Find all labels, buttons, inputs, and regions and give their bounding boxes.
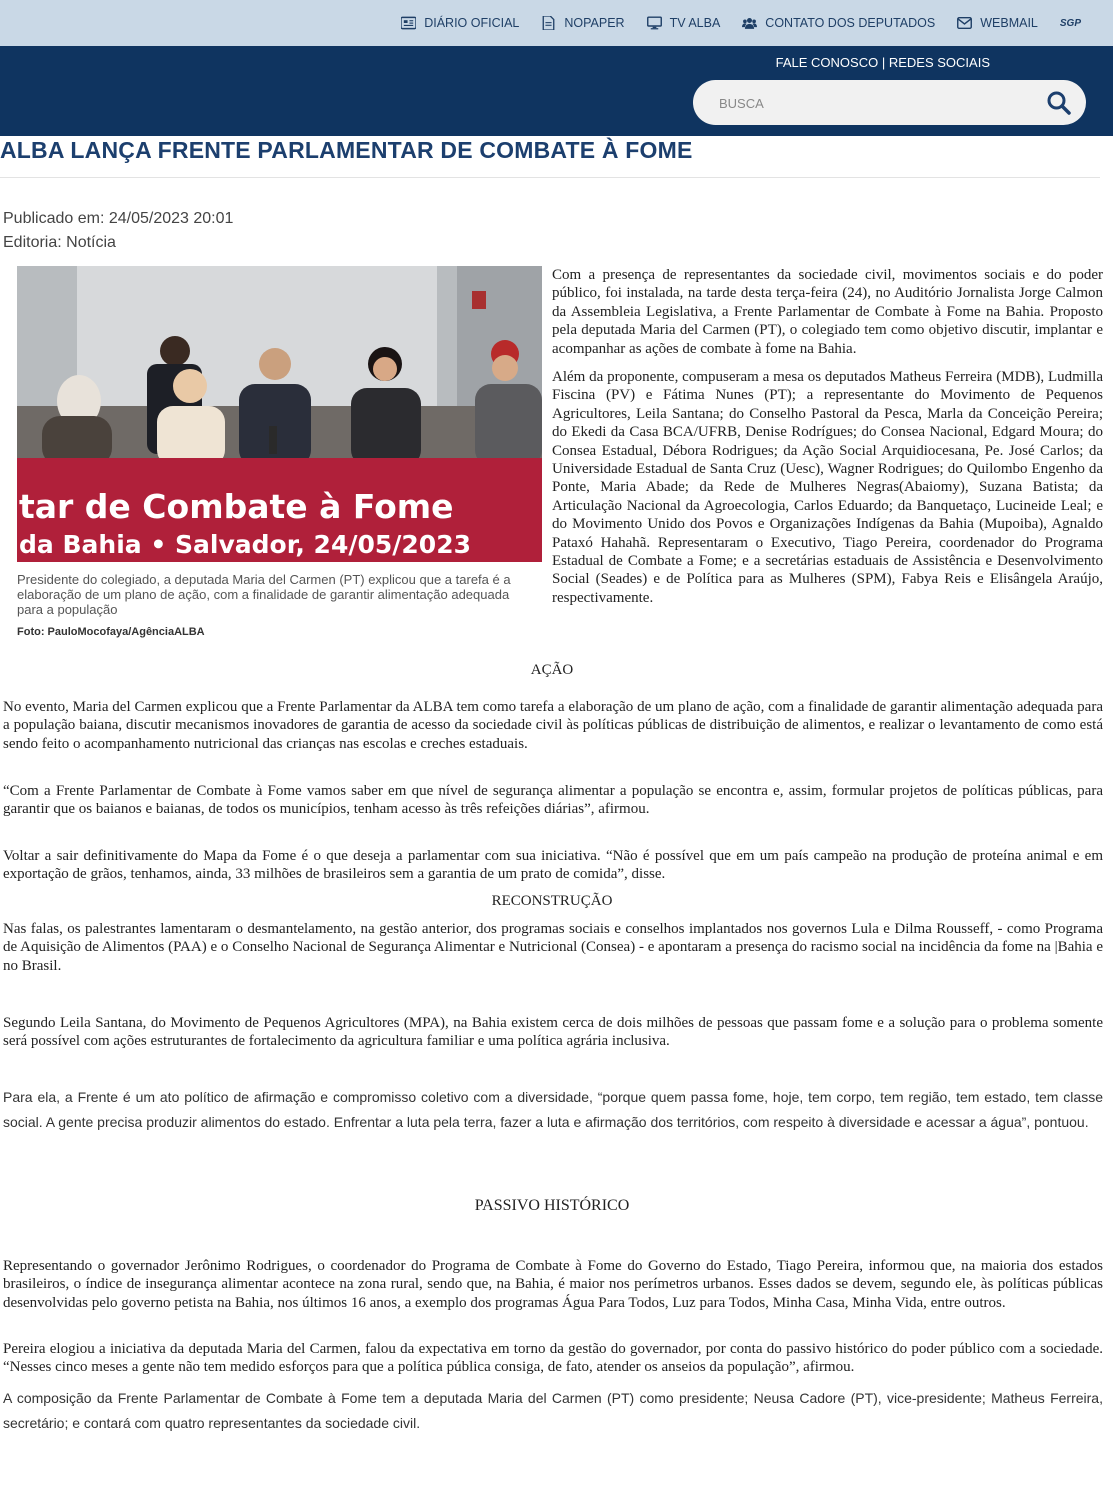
top-links	[401, 0, 1081, 46]
paragraph-frente: Para ela, a Frente é um ato político de afirmação e compromisso coletivo com a diversidade, “porque quem passa fome, hoje, tem corpo, tem região, tem estado, tem classe social. A gente precisa produzir alimentos do estado. Enfrentar a luta pela terra, fazer a luta e afirmação dos territórios, com respeito à diversidade e acessar a água”, pontuou.	[3, 1089, 1103, 1130]
document-icon	[541, 16, 556, 30]
search-input[interactable]	[717, 80, 1041, 127]
fale-conosco-link[interactable]: FALE CONOSCO	[775, 55, 879, 70]
paragraph-pereira: Pereira elogiou a iniciativa da deputada Maria del Carmen, falou da expectativa em torno da gestão do governador, por conta do passivo histórico do poder público com a sociedade. “Nesses cinco meses a gente não tem medido esforços para que a política pública consiga, de fato, atender os anseios da população”, afirmou.	[3, 1341, 1103, 1376]
title-divider	[0, 177, 1100, 178]
webmail-link[interactable]	[957, 16, 1038, 30]
nopaper-label: NOPAPER	[564, 16, 625, 30]
newspaper-icon	[401, 16, 416, 30]
published-date: Publicado em: 24/05/2023 20:01	[3, 210, 234, 227]
banner-line1: tar de Combate à Fome	[19, 487, 454, 526]
section-heading-reconstrucao: RECONSTRUÇÃO	[491, 893, 613, 909]
section-heading-acao: AÇÃO	[530, 662, 574, 678]
tv-alba-link[interactable]	[647, 16, 721, 30]
diario-oficial-link[interactable]	[401, 16, 519, 30]
paragraph-mesa: Além da proponente, compuseram a mesa os deputados Matheus Ferreira (MDB), Ludmilla Fiscina (PV) e Fátima Nunes (PT); a representante do Movimento de Pequenos Agricultores, Leila Santana; do Conselho Pastoral da Pesca, Marla da Conceição Pereira; do Ekedi da Casa BCA/UFRB, Denise Rodrígues; do Consea Nacional, Edgard Moura; do Consea Estadual, Débora Rodrigues; da Ação Social Arquidiocesana, Pe. José Carlos; da Universidade Estadual de Santa Cruz (Uesc), Wagner Rodrigues; do Quilombo Engenho da Ponte, Maria Abade; da Rede de Mulheres Negras(Abaiomy), Suzana Batista; da Articulação Nacional da Agroecologia, Carlos Eduardo; da Banquetaço, Lucineide Leal; e do Movimento Unido dos Povos e Organizações Indígenas da Bahia (Mupoiba), Agnaldo Pataxó Hahahã. Representaram o Executivo, Tiago Pereira, coordenador do Programa Estadual de Combate a Fome; e a secretárias estaduais de Assistência e Desenvolvimento Social (Seades) e de Política para as Mulheres (SPM), Fabya Reis e Elisângela Araújo, respectivamente.	[552, 369, 1103, 606]
separator: |	[881, 55, 886, 70]
search-icon[interactable]	[1046, 90, 1072, 116]
top-utility-bar	[0, 0, 1113, 46]
webmail-label: WEBMAIL	[980, 16, 1038, 30]
paragraph-intro: Com a presença de representantes da sociedade civil, movimentos sociais e do poder público, foi instalada, na tarde desta terça-feira (24), no Auditório Jornalista Jorge Calmon da Assembleia Legislativa, a Frente Parlamentar de Combate à Fome na Bahia. Proposto pela deputada Maria del Carmen (PT), o colegiado tem como objetivo discutir, implantar e acompanhar as ações de combate à fome na Bahia.	[552, 267, 1103, 357]
article-title: ALBA LANÇA FRENTE PARLAMENTAR DE COMBATE À FOME	[0, 137, 693, 163]
sgp-logo-icon: SGP	[1059, 17, 1081, 29]
article-figure	[17, 266, 542, 638]
sgp-link[interactable]	[1060, 18, 1081, 29]
paragraph-quote: “Com a Frente Parlamentar de Combate à Fome vamos saber em que nível de segurança alimentar a população se encontra e, assim, formular projetos de políticas públicas, para garantir que os baianos e baianas, de todos os municípios, tenham acesso às três refeições diárias”, afirmou.	[3, 783, 1103, 818]
section-heading-passivo: PASSIVO HISTÓRICO	[474, 1197, 630, 1214]
paragraph-evento: No evento, Maria del Carmen explicou que a Frente Parlamentar da ALBA tem como tarefa a elaboração de um plano de ação, com a finalidade de garantir alimentação adequada para a população baiana, discutir mecanismos inovadores de garantia de acesso da sociedade civil às políticas públicas de distribuição de alimentos, e realizar o levantamento de como está sendo feito o acompanhamento nutricional das crianças nas escolas e creches estaduais.	[3, 699, 1103, 752]
search-box	[693, 80, 1086, 125]
monitor-icon	[647, 16, 662, 30]
photo-caption: Presidente do colegiado, a deputada Maria del Carmen (PT) explicou que a tarefa é a elaboração de um plano de ação, com a finalidade de garantir alimentação adequada para a população	[17, 572, 511, 617]
contato-deputados-link[interactable]	[742, 16, 935, 30]
contato-deputados-label: CONTATO DOS DEPUTADOS	[765, 16, 936, 30]
header-band	[0, 46, 1113, 136]
redes-sociais-link[interactable]: REDES SOCIAIS	[888, 55, 990, 70]
tv-alba-label: TV ALBA	[669, 16, 721, 30]
paragraph-falas: Nas falas, os palestrantes lamentaram o desmantelamento, na gestão anterior, dos programas sociais e conselhos implantados nos governos Lula e Dilma Rousseff, - como Programa de Aquisição de Alimentos (PAA) e o Conselho Nacional de Segurança Alimentar e Nutricional (Consea) - e apontaram a presença do racismo social na incidência da fome na |Bahia e no Brasil.	[3, 921, 1103, 974]
editoria: Editoria: Notícia	[3, 234, 116, 251]
paragraph-mapa-fome: Voltar a sair definitivamente do Mapa da Fome é o que deseja a parlamentar com sua iniciativa. “Não é possível que em um país campeão na produção de proteína animal e em exportação de grãos, tenhamos, ainda, 33 milhões de brasileiros sem a garantia de um prato de comida”, disse.	[3, 848, 1103, 883]
users-icon	[742, 16, 757, 30]
paragraph-leila: Segundo Leila Santana, do Movimento de Pequenos Agricultores (MPA), na Bahia existem cerca de dois milhões de pessoas que passam fome e a solução para o problema somente será possível com ações estruturantes de fortalecimento da agricultura familiar e uma política agrária inclusiva.	[3, 1015, 1103, 1050]
paragraph-governador: Representando o governador Jerônimo Rodrigues, o coordenador do Programa de Combate à Fome do Governo do Estado, Tiago Pereira, informou que, na maioria dos estados brasileiros, o índice de insegurança alimentar acontece na zona rural, sendo que, na Bahia, é maior nos perímetros urbanos. Esses dados se devem, segundo ele, às políticas públicas desenvolvidas pelo governo petista na Bahia, nos últimos 16 anos, a exemplo dos programas Água Para Todos, Luz para Todos, Minha Casa, Minha Vida, entre outros.	[3, 1258, 1103, 1311]
diario-oficial-label: DIÁRIO OFICIAL	[424, 16, 520, 30]
banner-line2: da Bahia • Salvador, 24/05/2023	[19, 530, 471, 559]
article-photo[interactable]	[17, 266, 542, 562]
photo-credit: Foto: PauloMocofaya/AgênciaALBA	[17, 626, 205, 638]
header-contact-links	[776, 55, 990, 70]
envelope-icon	[957, 16, 972, 30]
paragraph-composicao: A composição da Frente Parlamentar de Combate à Fome tem a deputada Maria del Carmen (PT) como presidente; Neusa Cadore (PT), vice-presidente; Matheus Ferreira, secretário; e contará com quatro representantes da sociedade civil.	[3, 1390, 1103, 1431]
nopaper-link[interactable]	[541, 16, 624, 30]
